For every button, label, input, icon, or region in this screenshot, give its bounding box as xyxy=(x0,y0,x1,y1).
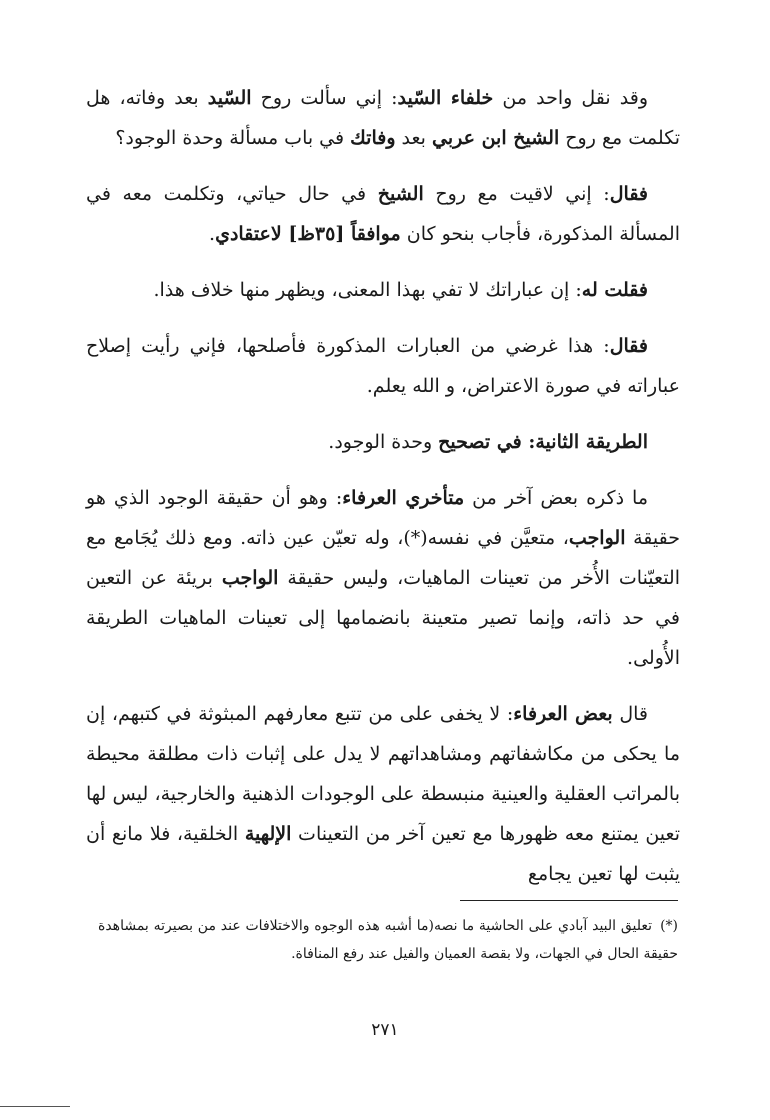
bold-run: خلفاء السّيد xyxy=(397,87,494,109)
text-run: بعد xyxy=(395,127,433,149)
page-number: ٢٧١ xyxy=(371,1020,399,1040)
text-run: : إن عباراتك لا تفي بهذا المعنى، ويظهر منها خلاف هذا. xyxy=(153,279,582,301)
bold-run: السّيد xyxy=(207,87,252,109)
bold-run: الإلهية xyxy=(244,823,292,845)
paragraph-5 xyxy=(86,478,680,678)
bold-run: فقال xyxy=(609,335,648,357)
paragraph-3 xyxy=(86,270,680,310)
paragraph-1 xyxy=(86,78,680,158)
section-heading xyxy=(86,422,680,462)
bold-run: الطريقة الثانية: في تصحيح xyxy=(438,431,648,453)
text-run: بعد وفاته، هل تكلمت مع روح xyxy=(86,87,680,149)
paragraph-6 xyxy=(86,694,680,894)
bold-run: الشيخ ابن عربي xyxy=(432,127,560,149)
footnote-marker: (*) xyxy=(660,918,678,934)
bold-run: موافقاً [٣٥ظ] لاعتقادي xyxy=(215,223,401,245)
text-run: : إني لاقيت مع روح xyxy=(423,183,610,205)
footnote-separator xyxy=(460,900,678,901)
text-run: : إني سألت روح xyxy=(251,87,398,109)
text-run: : وهو أن حقيقة الوجود الذي هو حقيقة xyxy=(86,487,680,549)
bold-run: متأخري العرفاء xyxy=(342,487,465,509)
text-run: . xyxy=(209,223,216,245)
text-run: : هذا غرضي من العبارات المذكورة فأصلحها، فإني رأيت إصلاح عباراته في صورة الاعتراض، و الله يعلم. xyxy=(86,335,680,397)
text-run: في حال حياتي، وتكلمت معه في المسألة المذكورة، فأجاب بنحو كان xyxy=(86,183,680,245)
bold-run: بعض العرفاء xyxy=(513,703,613,725)
text-run: الخلقية، فلا مانع أن يثبت لها تعين يجامع xyxy=(86,823,680,885)
scan-edge-line xyxy=(0,1106,70,1107)
bold-run: وفاتك xyxy=(350,127,396,149)
text-run: قال xyxy=(612,703,649,725)
paragraph-4 xyxy=(86,326,680,406)
text-run: ، متعيَّن في نفسه(*)، وله تعيّن عين ذاته. ومع ذلك يُجَامع مع التعيّنات الأُخر من تعينات الماهيات، وليس حقيقة xyxy=(86,527,681,589)
text-run: ما ذكره بعض آخر من xyxy=(464,487,649,509)
bold-run: الشيخ xyxy=(377,183,424,205)
bold-run: الواجب xyxy=(221,567,279,589)
text-run: وحدة الوجود. xyxy=(328,431,439,453)
footnote-text: تعليق البيد آبادي على الحاشية ما نصه(ما أشبه هذه الوجوه والاختلافات عند من بصيرته بمشاهدة حقيقة الحال في الجهات، ولا بقصة العميان والفيل عند رفع المنافاة. xyxy=(98,918,678,962)
bold-run: فقلت له xyxy=(581,279,648,301)
bold-run: الواجب xyxy=(568,527,626,549)
footnote xyxy=(98,912,678,968)
text-run: وقد نقل واحد من xyxy=(493,87,649,109)
bold-run: فقال xyxy=(609,183,649,205)
text-run: : لا يخفى على من تتبع معارفهم المبثوثة في كتبهم، إن ما يحكى من مكاشفاتهم ومشاهداتهم لا يدل على إثبات ذات مطلقة محيطة بالمراتب العقلية والعينية منبسطة على الوجودات الذهنية والخارجية، ليس لها تعين يمتنع معه ظهورها مع تعين آخر من التعينات xyxy=(86,703,680,845)
text-run: بريئة عن التعين في حد ذاته، وإنما تصير متعينة بانضمامها إلى تعينات الماهيات الطريقة الأُولى. xyxy=(86,567,680,669)
text-run: في باب مسألة وحدة الوجود؟ xyxy=(115,127,351,149)
paragraph-2 xyxy=(86,174,680,254)
main-text xyxy=(86,78,680,910)
